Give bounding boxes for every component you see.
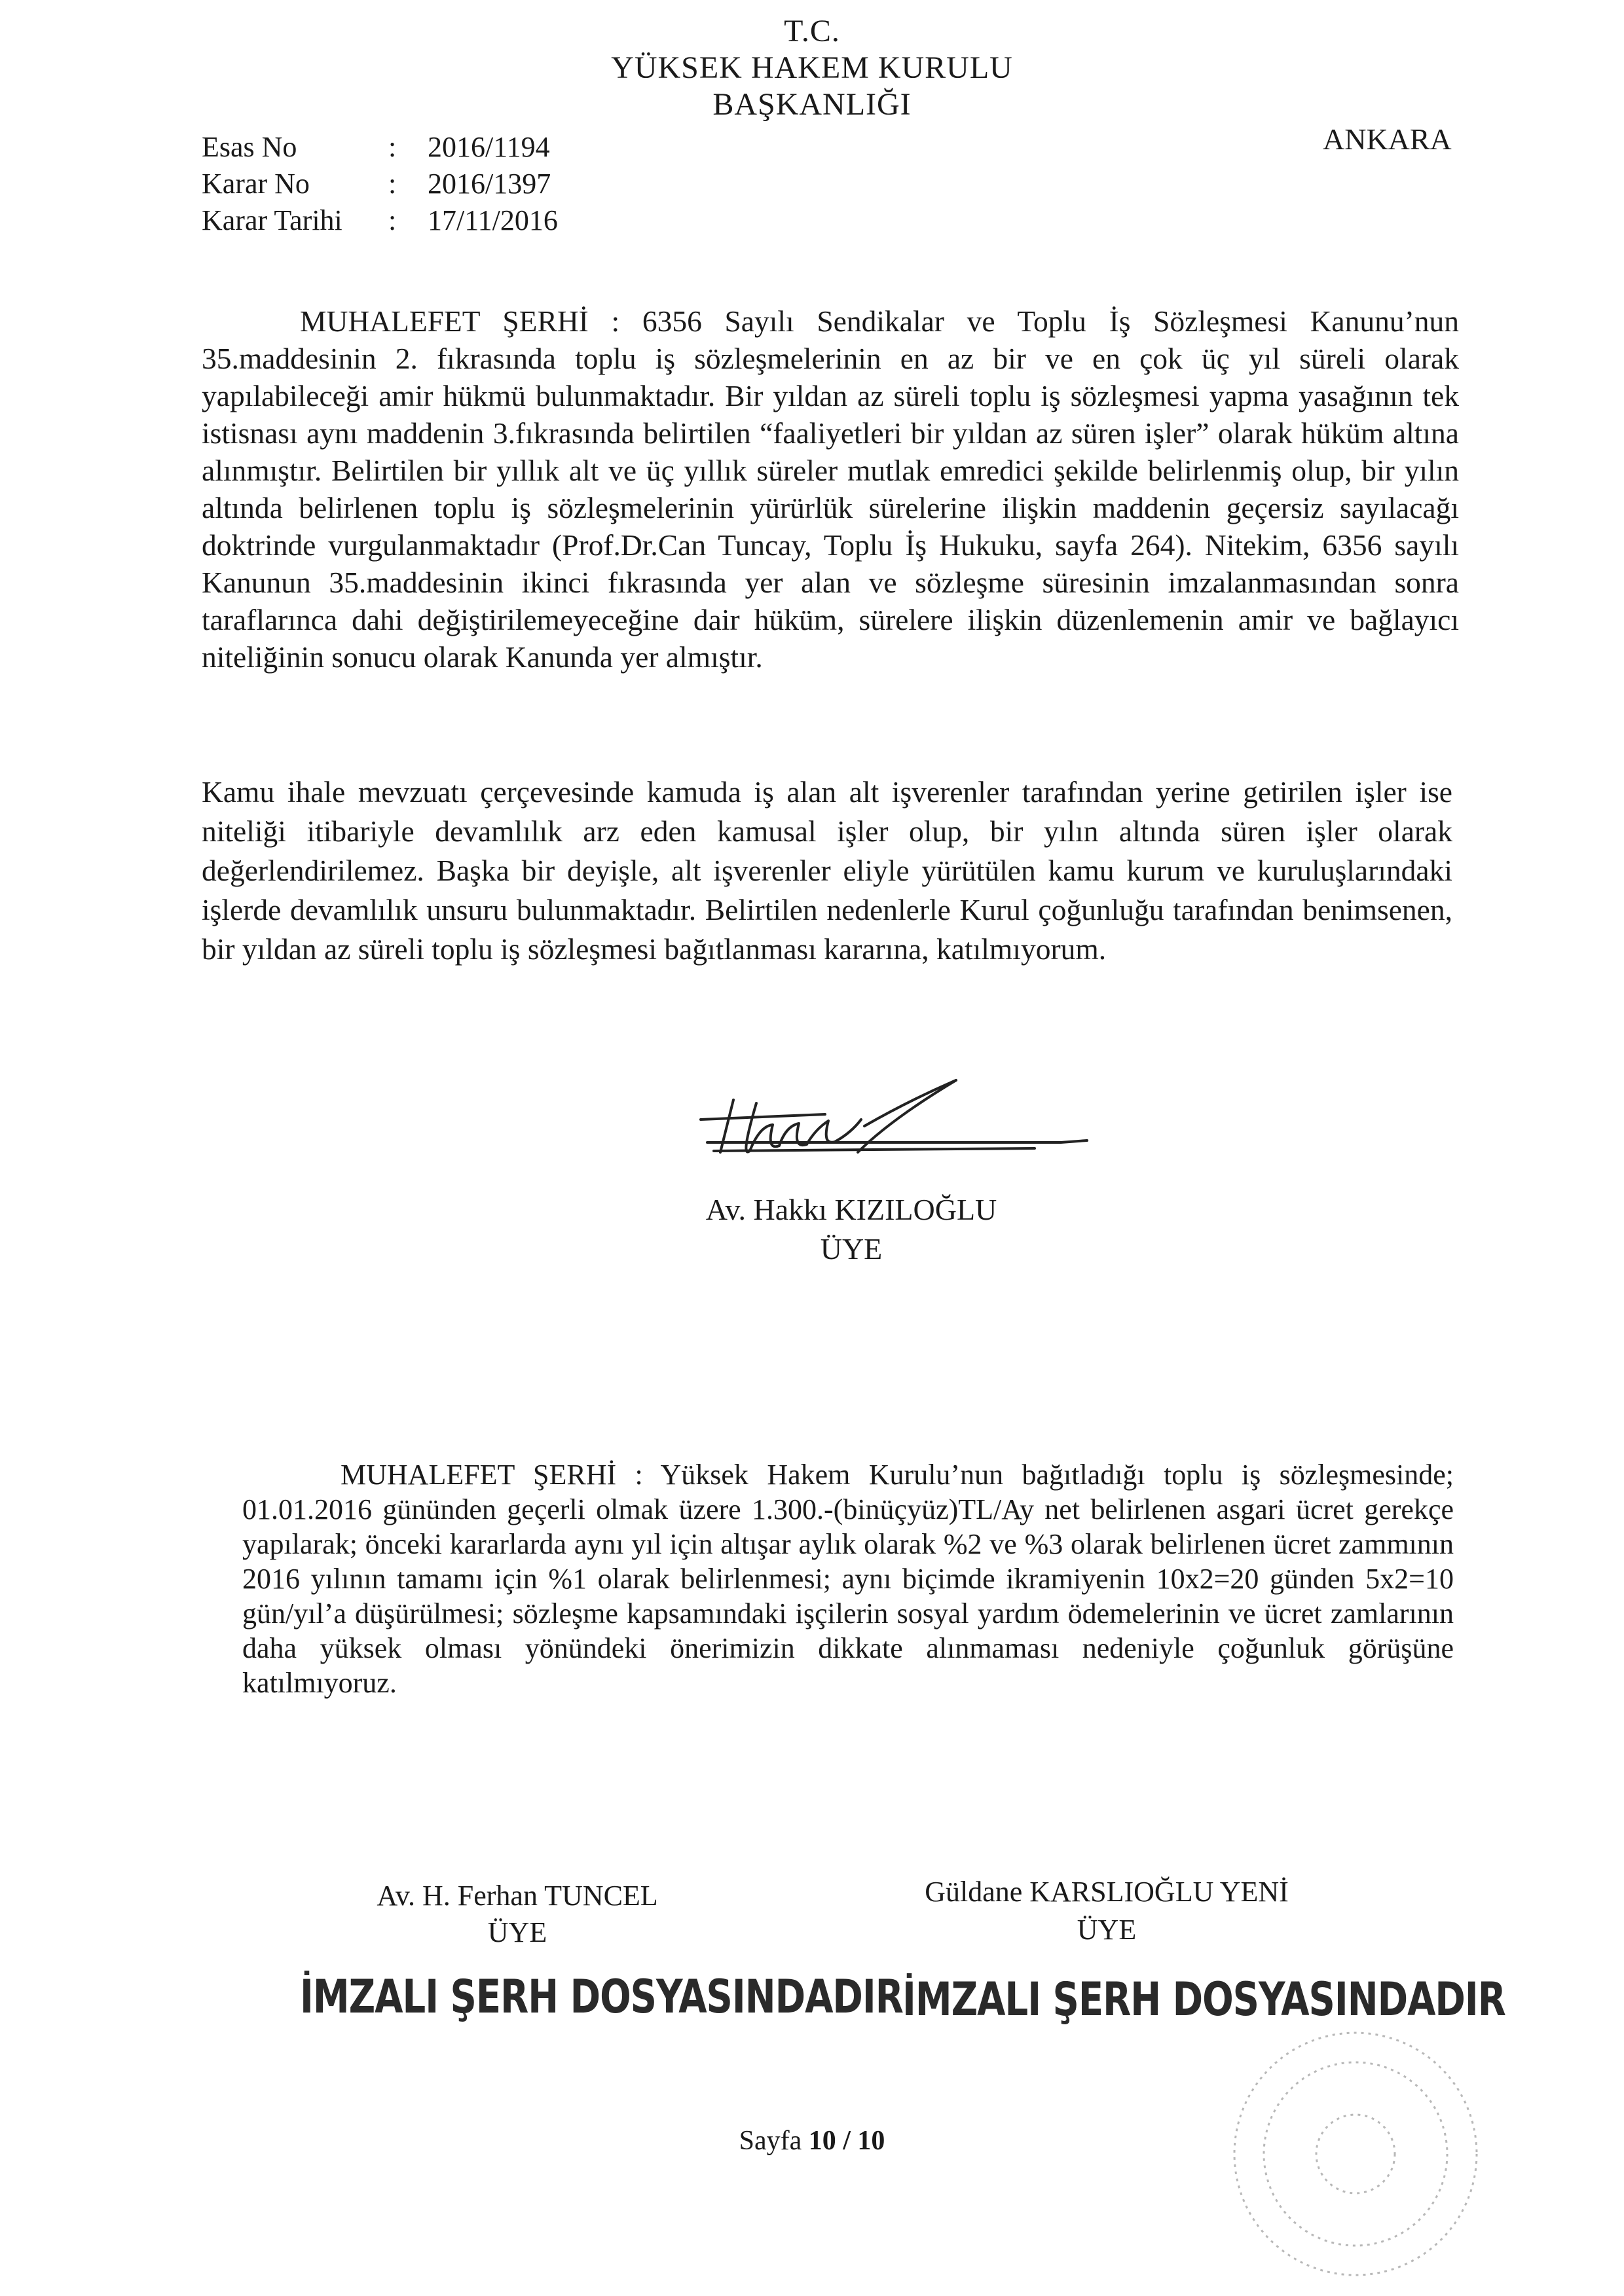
meta-colon: :	[388, 131, 397, 163]
header-department: BAŞKANLIĞI	[712, 87, 912, 122]
first-opinion-paragraph-2	[202, 773, 1452, 969]
meta-label: Karar Tarihi	[202, 204, 342, 236]
second-opinion-text: MUHALEFET ŞERHİ : Yüksek Hakem Kurulu’nun bağıtladığı toplu iş sözleşmesinde; 01.01.2016 gününden geçerli olmak üzere 1.300.-(binüçyüz)TL/Ay net belirlenen asgari ücret gerekçe yapılarak; önceki kararlarda aynı yıl için altışar aylık olarak %2 ve %3 olarak belirlenen ücret zammının 2016 yılının tamamı için %1 olarak belirlenmesi; aynı biçimde ikramiyenin 10x2=20 günden 5x2=10 gün/yıl’a düşürülmesi; sözleşme kapsamındaki işçilerin sosyal yardım ödemelerinin ve ücret zamlarının daha yüksek olması yönündeki önerimizin dikkate alınmaması nedeniyle çoğunluk görüşüne katılmıyoruz.	[242, 1459, 1454, 1699]
meta-label: Esas No	[202, 131, 297, 163]
first-opinion-text-2: Kamu ihale mevzuatı çerçevesinde kamuda iş alan alt işverenler tarafından yerine getirilen işler ise niteliği itibariyle devamlılık arz eden kamusal işler olup, bir yılın altında süren işler olarak değerlendirilemez. Başka bir deyişle, alt işverenler eliyle yürütülen kamu kurum ve kuruluşlarındaki işlerde devamlılık unsuru bulunmaktadır. Belirtilen nedenlerle Kurul çoğunluğu tarafından benimsenen, bir yıldan az süreli toplu iş sözleşmesi bağıtlanması kararına, katılmıyorum.	[202, 775, 1452, 966]
signer-tuncel-role: ÜYE	[487, 1916, 547, 1948]
meta-label: Karar No	[202, 168, 310, 200]
signer-karslioglu-name: Güldane KARSLIOĞLU YENİ	[925, 1876, 1289, 1908]
meta-value: 2016/1194	[428, 131, 550, 163]
meta-row-tarih	[202, 203, 726, 238]
meta-row-karar	[202, 166, 726, 202]
header-city: ANKARA	[1323, 122, 1452, 156]
first-opinion-paragraph-1	[202, 302, 1459, 676]
signer-karslioglu-stamp: İMZALI ŞERH DOSYASINDADIR	[902, 1973, 1505, 2027]
header-tc: T.C.	[784, 14, 840, 48]
meta-value: 2016/1397	[428, 168, 551, 200]
meta-colon: :	[388, 168, 397, 200]
signer-tuncel-name: Av. H. Ferhan TUNCEL	[377, 1880, 658, 1912]
signer-tuncel-stamp: İMZALI ŞERH DOSYASINDADIR	[300, 1971, 903, 2024]
case-meta	[202, 130, 726, 241]
first-opinion-text-1: MUHALEFET ŞERHİ : 6356 Sayılı Sendikalar ve Toplu İş Sözleşmesi Kanunu’nun 35.maddesinin 2. fıkrasında toplu iş sözleşmelerinin en az bir ve en çok üç yıl süreli olarak yapılabileceği amir hükmü bulunmaktadır. Bir yıldan az süreli toplu iş sözleşmesi yapma yasağının tek istisnası aynı maddenin 3.fıkrasında belirtilen “faaliyetleri bir yıldan az süren işler” olarak hüküm altına alınmıştır. Belirtilen bir yıllık alt ve üç yıllık süreler mutlak emredici şekilde belirlenmiş olup, bir yılın altında belirlenen toplu iş sözleşmelerinin yürürlük sürelerine ilişkin maddenin geçersiz sayılacağı doktrinde vurgulanmaktadır (Prof.Dr.Can Tuncay, Toplu İş Hukuku, sayfa 264). Nitekim, 6356 sayılı Kanunun 35.maddesinin ikinci fıkrasında yer alan ve sözleşme süresinin imzalanmasından sonra taraflarınca dahi değiştirilemeyeceğine dair hüküm, sürelere ilişkin düzenlemenin amir ve bağlayıcı niteliğinin sonucu olarak Kanunda yer almıştır.	[202, 304, 1459, 674]
footer-page-number: 10 / 10	[808, 2126, 885, 2156]
header-institution: YÜKSEK HAKEM KURULU	[611, 50, 1013, 85]
first-signer-name: Av. Hakkı KIZILOĞLU	[705, 1193, 997, 1226]
signature-kiziloglu	[694, 1074, 1100, 1172]
first-signer-role: ÜYE	[820, 1232, 883, 1266]
meta-row-esas	[202, 130, 726, 165]
meta-colon: :	[388, 204, 397, 236]
footer-prefix: Sayfa	[739, 2126, 802, 2156]
meta-value: 17/11/2016	[428, 204, 558, 236]
second-opinion-paragraph	[242, 1457, 1454, 1700]
signer-karslioglu-role: ÜYE	[1077, 1914, 1137, 1946]
page-footer	[0, 2125, 1624, 2157]
